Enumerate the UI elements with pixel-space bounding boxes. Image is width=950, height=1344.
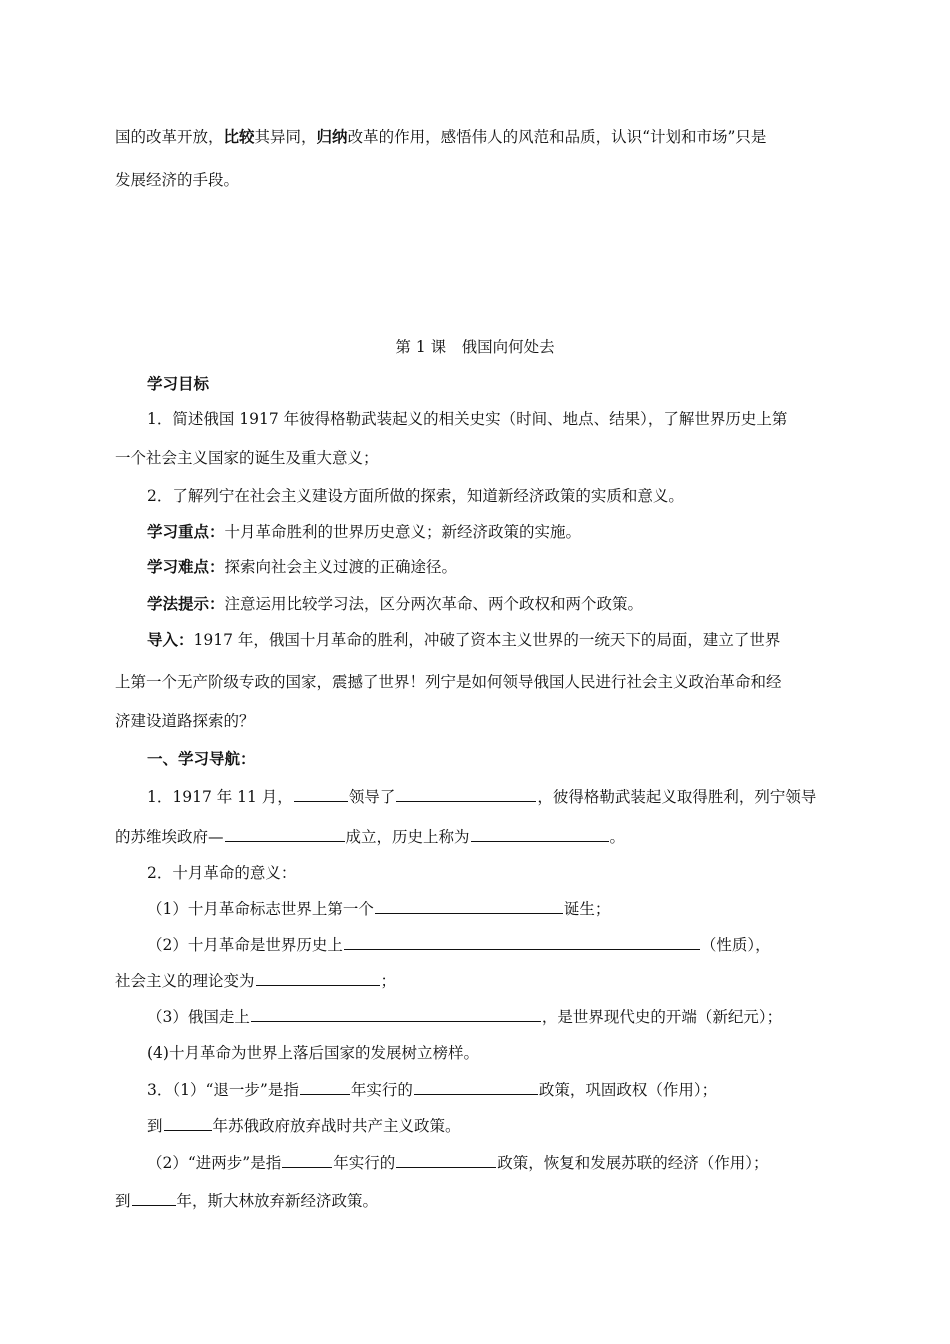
intro-paragraph-line-1: [115, 127, 835, 147]
text: （2）十月革命是世界历史上: [147, 936, 343, 954]
label: 学习难点：: [147, 557, 225, 576]
fill-blank[interactable]: [396, 786, 536, 802]
question-2-item-2-cont: [115, 970, 835, 991]
text: 探索向社会主义过渡的正确途径。: [224, 558, 458, 576]
fill-blank[interactable]: [294, 786, 348, 802]
text: 3．（1）“退一步”是指: [147, 1081, 299, 1099]
text: ；: [380, 972, 397, 990]
question-3-item-2: [147, 1152, 867, 1173]
fill-blank[interactable]: [375, 898, 563, 914]
fill-blank[interactable]: [132, 1190, 176, 1206]
text: 到: [115, 1192, 131, 1210]
question-2-item-4: (4)十月革命为世界上落后国家的发展树立榜样。: [147, 1044, 479, 1062]
text: 社会主义的理论变为: [115, 972, 255, 990]
text: （3）俄国走上: [147, 1008, 250, 1026]
text: 1．1917 年 11 月，: [147, 788, 293, 806]
text: ，彼得格勒武装起义取得胜利，列宁领导: [537, 788, 817, 806]
text: 到: [147, 1117, 163, 1135]
fill-blank[interactable]: [396, 1152, 496, 1168]
fill-blank[interactable]: [225, 826, 345, 842]
method-tip: [147, 594, 867, 614]
text: （1）十月革命标志世界上第一个: [147, 900, 374, 918]
text: 十月革命胜利的世界历史意义；新经济政策的实施。: [224, 523, 582, 541]
fill-blank[interactable]: [282, 1152, 332, 1168]
question-2-item-1: [147, 898, 867, 919]
fill-blank[interactable]: [251, 1006, 541, 1022]
text: 其异同，: [254, 128, 317, 146]
question-3-item-2-cont: [115, 1190, 835, 1211]
label: 导入：: [147, 630, 194, 649]
text: 注意运用比较学习法，区分两次革命、两个政权和两个政策。: [224, 595, 644, 613]
goal-2: 2．了解列宁在社会主义建设方面所做的探索，知道新经济政策的实质和意义。: [147, 487, 684, 505]
text: 政策，恢复和发展苏联的经济（作用）；: [497, 1154, 769, 1172]
text: 的苏维埃政府—: [115, 828, 224, 846]
text: 年苏俄政府放弃战时共产主义政策。: [212, 1117, 461, 1135]
question-3-item-1: [147, 1079, 867, 1100]
difficulty: [147, 557, 867, 577]
text: 国的改革开放，: [115, 128, 224, 146]
text: 成立，历史上称为: [345, 828, 470, 846]
lead-line-1: [147, 630, 867, 650]
bold-keyword: 比较: [223, 127, 255, 146]
lead-line-2: 上第一个无产阶级专政的国家，震撼了世界！列宁是如何领导俄国人民进行社会主义政治革命和经: [115, 673, 782, 691]
lead-line-3: 济建设道路探索的？: [115, 712, 255, 730]
text: 诞生；: [563, 900, 611, 918]
text: 政策，巩固政权（作用）；: [538, 1081, 718, 1099]
goal-1-line-2: 一个社会主义国家的诞生及重大意义；: [115, 449, 379, 467]
text: ，是世界现代史的开端（新纪元）；: [541, 1008, 783, 1026]
label: 学习重点：: [147, 522, 225, 541]
goal-1-line-1: 1．简述俄国 1917 年彼得格勒武装起义的相关史实（时间、地点、结果），了解世界历史上第: [147, 410, 788, 428]
nav-heading: 一、学习导航：: [147, 749, 256, 768]
text: 改革的作用，感悟伟人的风范和品质，认识“计划和市场”只是: [347, 128, 767, 146]
fill-blank[interactable]: [344, 934, 700, 950]
fill-blank[interactable]: [164, 1115, 212, 1131]
question-2-item-3: [147, 1006, 867, 1027]
text: 年实行的: [333, 1154, 396, 1172]
fill-blank[interactable]: [471, 826, 609, 842]
bold-keyword: 归纳: [316, 127, 348, 146]
intro-paragraph-line-2: 发展经济的手段。: [115, 171, 240, 189]
question-1-line-1: [147, 786, 867, 807]
key-point: [147, 522, 867, 542]
question-2-heading: 2．十月革命的意义：: [147, 864, 297, 882]
text: 1917 年，俄国十月革命的胜利，冲破了资本主义世界的一统天下的局面，建立了世界: [193, 631, 781, 649]
question-1-line-2: [115, 826, 835, 847]
question-3-item-1-cont: [147, 1115, 867, 1136]
text: （性质），: [700, 936, 771, 954]
text: 领导了: [348, 788, 396, 806]
goals-heading: 学习目标: [147, 374, 210, 393]
text: 年实行的: [350, 1081, 413, 1099]
text: 。: [609, 828, 626, 846]
fill-blank[interactable]: [256, 970, 380, 986]
lesson-title: 第 1 课 俄国向何处去: [395, 338, 555, 356]
text: （2）“进两步”是指: [147, 1154, 282, 1172]
question-2-item-2: [147, 934, 867, 955]
fill-blank[interactable]: [414, 1079, 538, 1095]
text: 年，斯大林放弃新经济政策。: [176, 1192, 379, 1210]
label: 学法提示：: [147, 594, 225, 613]
fill-blank[interactable]: [300, 1079, 350, 1095]
